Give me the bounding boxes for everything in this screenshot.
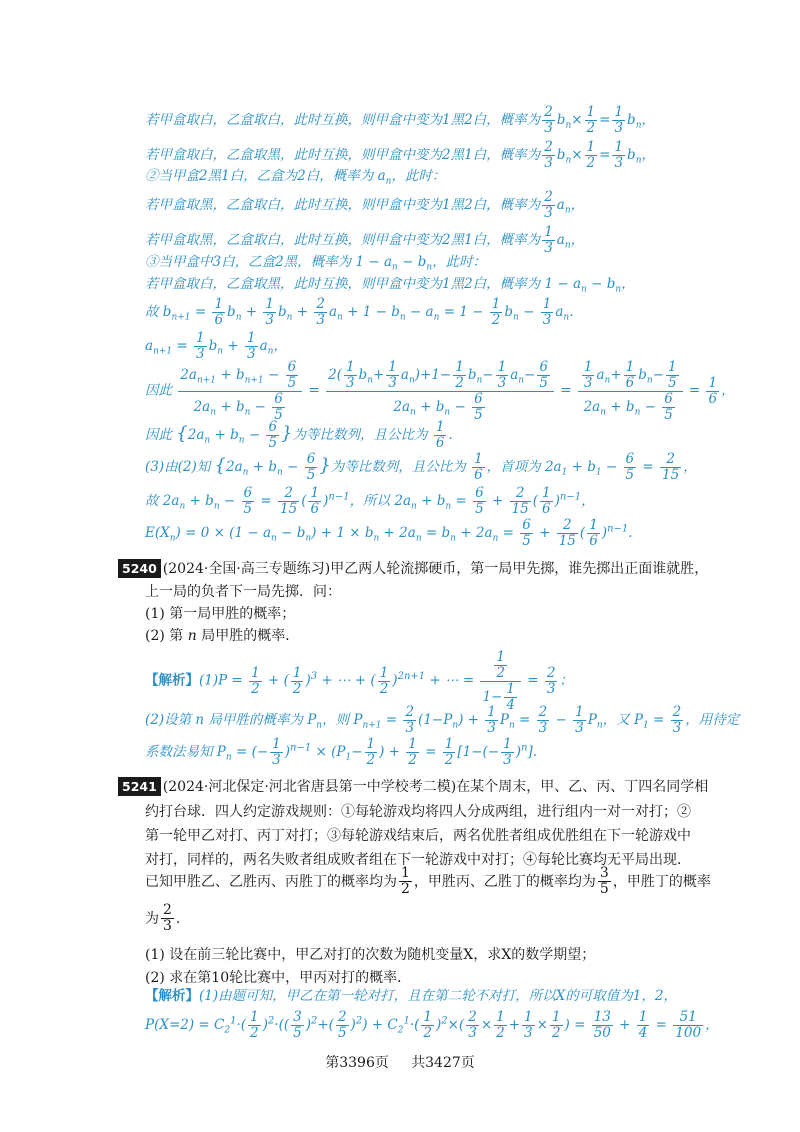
solution-line-3: ②当甲盒2黑1白，乙盒为2白，概率为 $a_n$，此时： [145,168,446,187]
question-5240-stem: 5240 (2024·全国·高三专题练习)甲乙两人轮流掷硬币，第一局甲先掷，谁先掷出正面谁就胜， [118,558,708,578]
question-number-5241: 5241 [118,777,161,796]
page-number: 第3396页 [325,1055,389,1071]
question-5240-stem-2: 上一局的负者下一局先掷．问： [145,584,341,600]
question-5241-stem-6: 为 $\frac{2}{3}$ . [145,902,181,935]
question-5241-stem-3: 第一轮甲乙对打、丙丁对打；③每轮游戏结束后，两名优胜者组成优胜组在下一轮游戏中 [145,828,691,844]
question-5241-stem-4: 对打，同样的，两名失败者组成败者组在下一轮游戏中对打；④每轮比赛均无平局出现． [145,852,691,868]
solution-line-12: (3)由(2)知 {$2a_n + b_n$ − $\frac{6}{5}$ }为等比数列，且公比为 $\frac{1}{6}$ ，首项为 $2a_1 + b_1$ − $\frac{6}{5}$ = $\frac{2}{15}$ ， [145,451,697,483]
solution-line-2: 若甲盒取白，乙盒取黑，此时互换，则甲盒中变为2黑1白，概率为 $\frac{2}{3}$ $b_n\times$ $\frac{1}{2}$ = $\frac{1}{3}$ $b_n$， [145,139,655,171]
question-5241-analysis-1: 【解析】(1)由题可知，甲乙在第一轮对打，且在第二轮不对打，所以X的可取值为1，2， [145,988,677,1004]
solution-line-11: 因此 {$2a_n + b_n$ − $\frac{6}{5}$ }为等比数列，且公比为 $\frac{1}{6}$ . [145,419,453,451]
solution-line-13: 故 $2a_n + b_n$ − $\frac{6}{5}$ = $\frac{2}{15}$ ( $\frac{1}{6}$ )$^{n-1}$，所以 $2a_n + b_n$ = $\frac{6}{5}$ + $\frac{2}{15}$ ( $\frac{1}{6}$ )$^{n-1}$， [145,485,595,517]
question-5241-part-2: (2) 求在第10轮比赛中，甲丙对打的概率． [145,970,412,986]
question-5241-analysis-2: $P(X=2) = C_2^1\cdot$( $\frac{1}{2}$ )$^2$·(( $\frac{3}{5}$ )$^2$+( $\frac{2}{5}$ )$^2) + C_2^1\cdot$( $\frac{1}{2}$ )$^2$×( $\frac{2}{3}$ × $\frac{1}{2}$ + $\frac{1}{3}$ × $\frac{1}{2}$ ) = $\frac{13}{50}$ + $\frac{1}{4}$ = $\frac{51}{100}$ ， [145,1009,719,1041]
solution-line-6: ③当甲盒中3白，乙盒2黑，概率为 $1 - a_n - b_n$，此时： [145,254,487,273]
page-footer [0,1052,800,1072]
question-5240-analysis-2: (2)设第 n 局甲胜的概率为 $P_n$，则 $P_{n+1}$ = $\frac{2}{3}$ $(1-P_n)$ + $\frac{1}{3}$ $P_n$ = $\frac{2}{3}$ − $\frac{1}{3}$ $P_n$，又 $P_1$ = $\frac{2}{3}$ ，用待定 [145,704,740,736]
question-number-5240: 5240 [118,559,161,578]
solution-line-1: 若甲盒取白，乙盒取白，此时互换，则甲盒中变为1黑2白，概率为 $\frac{2}{3}$ $b_n\times$ $\frac{1}{2}$ = $\frac{1}{3}$ $b_n$， [145,104,655,136]
solution-line-8: 故 $b_{n+1}$ = $\frac{1}{6}$ $b_n$ + $\frac{1}{3}$ $b_n$ + $\frac{2}{3}$ $a_n + 1 - b_n - a_n = 1$ − $\frac{1}{2}$ $b_n$ − $\frac{1}{3}$ $a_n$. [145,296,574,328]
question-5241-stem: 5241 (2024·河北保定·河北省唐县第一中学校考二模)在某个周末，甲、乙、丙、丁四名同学相 [118,776,708,796]
question-5240-analysis-3: 系数法易知 $P_n$ = (− $\frac{1}{3}$ )$^{n-1} \times (P_1-$ $\frac{1}{2}$ ) + $\frac{1}{2}$ = $\frac{1}{2}$ [1−(− $\frac{1}{3}$ )$^n$]. [145,736,538,768]
solution-line-14: $E(X_n) = 0 \times (1 - a_n - b_n) + 1 \times b_n + 2a_n = b_n + 2a_n$ = $\frac{6}{5}$ + $\frac{2}{15}$ ( $\frac{1}{6}$ )$^{n-1}$. [145,517,633,549]
solution-line-9: $a_{n+1}$ = $\frac{1}{3}$ $b_n$ + $\frac{1}{3}$ $a_n$， [145,330,287,362]
solution-line-7: 若甲盒取白，乙盒取黑，此时互换，则甲盒中变为1黑2白，概率为 $1 - a_n - b_n$， [145,276,635,295]
question-5240-analysis-1: 【解析】(1)P = $\frac{1}{2}$ + ( $\frac{1}{2}$ )$^3$ + ⋯ + ( $\frac{1}{2}$ )$^{2n+1}$ + ⋯ = $\frac{1}{2}$ 1− $\frac{1}{4}$ = $\frac{2}{3}$ ； [145,649,573,713]
solution-line-4: 若甲盒取黑，乙盒取白，此时互换，则甲盒中变为1黑2白，概率为 $\frac{2}{3}$ $a_n$， [145,189,585,221]
page-total: 共3427页 [411,1055,475,1071]
solution-line-10: 因此 $2a_{n+1} + b_{n+1}$ − $\frac{6}{5}$ $2a_n + b_n$ − $\frac{6}{5}$ = 2( $\frac{1}{3}$ $b_n+$ $\frac{1}{3}$ $a_n)+1-$ $\frac{1}{2}$ $b_n-$ $\frac{1}{3}$ $a_n-$ $\frac{6}{5}$ $2a_n + b_n$ − $\frac{6}{5}$ = $\frac{1}{3}$ $a_n+$ $\frac{1}{6}$ $b_n-$ $\frac{1}{5}$ $2a_n + b_n$ − $\frac{6}{5}$ = $\frac{1}{6}$ ， [145,359,735,423]
question-5241-stem-2: 约打台球．四人约定游戏规则：①每轮游戏均将四人分成两组，进行组内一对一对打；② [145,804,691,820]
solution-line-5: 若甲盒取黑，乙盒取白，此时互换，则甲盒中变为2黑1白，概率为 $\frac{1}{3}$ $a_n$， [145,224,585,256]
question-5240-part-2: (2) 第 n 局甲胜的概率． [145,628,300,644]
question-5241-part-1: (1) 设在前三轮比赛中，甲乙对打的次数为随机变量X，求X的数学期望； [145,947,596,963]
question-5240-part-1: (1) 第一局甲胜的概率； [145,606,296,622]
question-5241-stem-5: 已知甲胜乙、乙胜丙、丙胜丁的概率均为 $\frac{1}{2}$ ，甲胜丙、乙胜丁的概率均为 $\frac{3}{5}$ ，甲胜丁的概率 [145,865,711,898]
